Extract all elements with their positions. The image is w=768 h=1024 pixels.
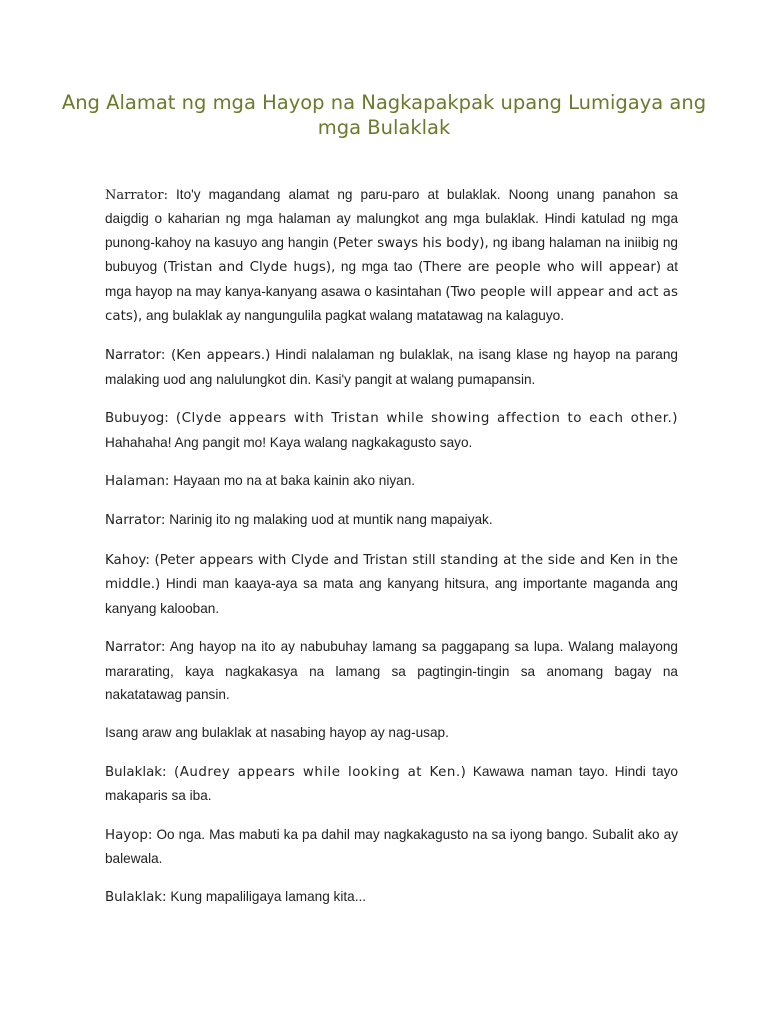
paragraph-narrator-1 [105,183,678,328]
stage-direction: (Tristan and Clyde hugs), [162,260,336,276]
speaker-label: Bubuyog: [105,411,169,427]
paragraph-text: Hindi nalalaman ng bulaklak, na isang klase ng hayop na parang malaking uod ang nalulungkot din. Kasi'y pangit at walang pumapansin. [105,347,678,387]
paragraph-text: Kung mapaliligaya lamang kita... [166,889,367,905]
paragraph-text: Narinig ito ng malaking uod at muntik nang mapaiyak. [165,512,493,528]
paragraph-narrator-2 [105,343,678,391]
paragraph-bulaklak-2 [105,885,678,909]
paragraph-bulaklak-1 [105,760,678,808]
stage-direction: (Clyde appears with Tristan while showing affection to each other.) [168,411,678,427]
paragraph-kahoy [105,548,678,620]
paragraph-text: at mga hayop na may kanya-kanyang asawa o kasintahan [105,259,678,299]
stage-direction: (Peter appears with Clyde and Tristan still standing at the side and Ken in the middle.) [105,552,678,593]
stage-direction: (Peter sways his body), [332,235,489,251]
paragraph-text: ng ibang halaman na iniibig ng bubuyog [105,234,678,275]
speaker-label: Kahoy: [105,552,150,568]
stage-direction: (Two people will appear and act as cats), [105,284,678,325]
speaker-label: Narrator: [105,348,166,364]
paragraph-halaman [105,469,678,493]
speaker-label: Bulaklak: [105,764,167,780]
document-body [105,183,678,925]
paragraph-text: Hahahaha! Ang pangit mo! Kaya walang nagkakagusto sayo. [105,434,473,450]
stage-direction: (Ken appears.) [165,348,271,364]
paragraph-text: Hayaan mo na at baka kainin ako niyan. [169,473,416,489]
paragraph-bubuyog [105,406,678,454]
paragraph-text: Oo nga. Mas mabuti ka pa dahil may nagkakagusto na sa iyong bango. Subalit ako ay balewala. [105,826,678,866]
speaker-label: Narrator: [105,640,166,656]
paragraph-text: ang bulaklak ay nangungulila pagkat walang matatawag na kalaguyo. [142,308,564,324]
paragraph-hayop [105,823,678,871]
speaker-label: Halaman: [105,474,170,490]
paragraph-text: Ito'y magandang alamat ng paru-paro at bulaklak. Noong unang panahon sa daigdig o kaharian ng mga halaman ay malungkot ang mga bulaklak. Hindi katulad ng mga punong-kahoy na kasuyo ang hangin [105,187,678,250]
document-title: Ang Alamat ng mga Hayop na Nagkapakpak upang Lumigaya ang mga Bulaklak [61,91,707,139]
paragraph-text: Ang hayop na ito ay nabubuhay lamang sa paggapang sa lupa. Walang malayong mararating, kaya nagkakasya na lamang sa pagtingin-tingin sa anomang bagay na nakatatawag pansin. [105,639,678,702]
paragraph-narration [105,721,678,744]
speaker-label: Narrator: [105,513,166,529]
paragraph-narrator-4 [105,635,678,706]
paragraph-text: Isang araw ang bulaklak at nasabing hayop ay nag-usap. [105,725,449,741]
paragraph-text: ng mga tao [335,259,419,275]
speaker-label: Bulaklak: [105,890,167,906]
paragraph-text: Hindi man kaaya-aya sa mata ang kanyang hitsura, ang importante maganda ang kanyang kalooban. [105,576,678,616]
paragraph-text: Kawawa naman tayo. Hindi tayo makaparis sa iba. [105,763,678,804]
stage-direction: (There are people who will appear) [418,260,662,276]
stage-direction: (Audrey appears while looking at Ken.) [166,764,467,780]
speaker-label: Hayop: [105,827,153,843]
paragraph-narrator-3 [105,508,678,532]
speaker-label: Narrator: [105,188,168,203]
